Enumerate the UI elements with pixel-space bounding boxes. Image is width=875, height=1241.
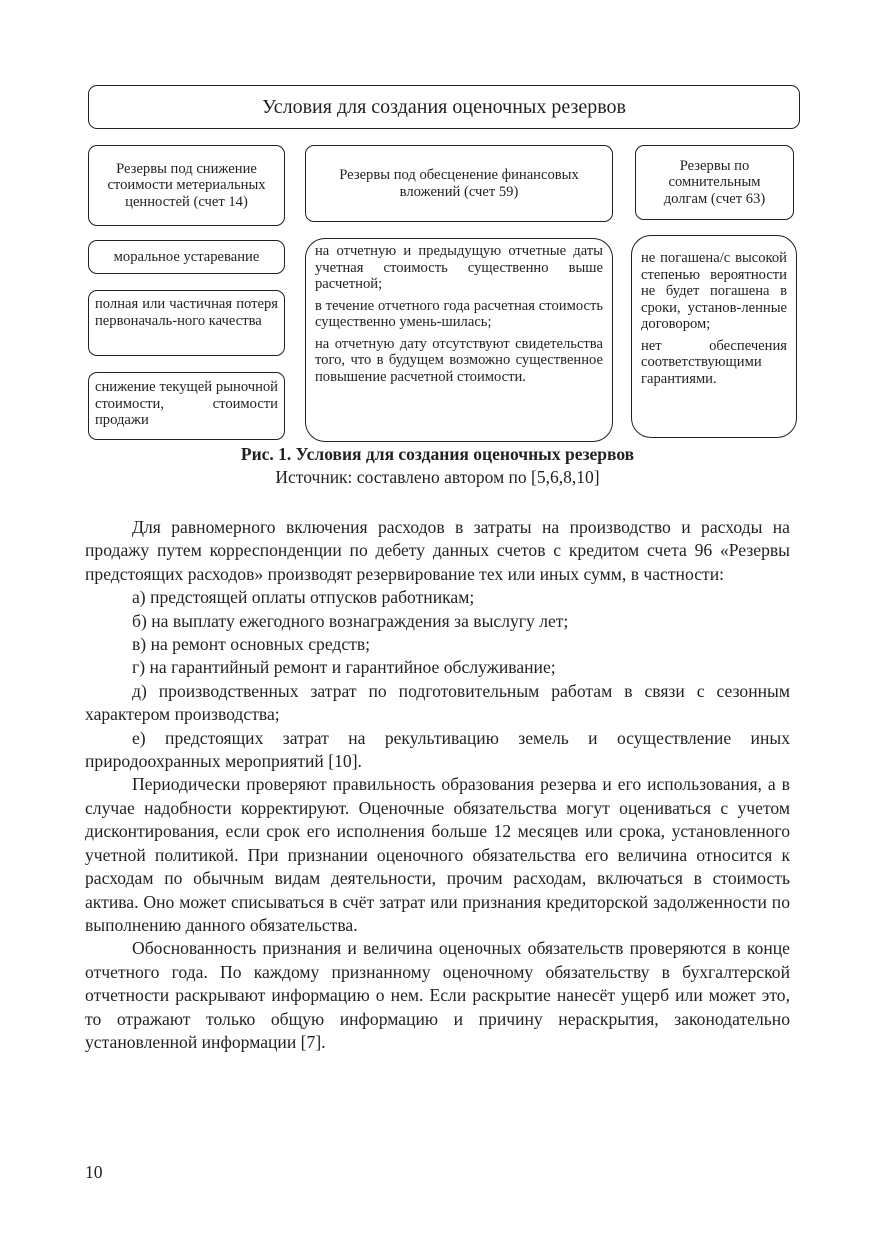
condition-item: не погашена/с высокой степенью вероятности не будет погашена в сроки, установ-ленные договором; [641,250,787,332]
figure-caption: Рис. 1. Условия для создания оценочных резервов [240,444,635,464]
paragraph: Обоснованность признания и величина оценочных обязательств проверяются в конце отчетного года. По каждому признанному оценочному обязательству в бухгалтерской отчетности раскрывают информацию о нем. Если раскрытие нанесёт ущерб или может это, то отражают только общую информацию и причину нераскрытия, законодательно установленной информации [7]. [85,938,790,1052]
figure-source: Источник: составлено автором по [5,6,8,10] [275,467,600,487]
list-item: е) предстоящих затрат на рекультивацию земель и осуществление иных природоохранных мероприятий [10]. [85,727,790,772]
list-item: д) производственных затрат по подготовительным работам в связи с сезонным характером производства; [85,680,790,725]
diagram-title: Условия для создания оценочных резервов [88,85,800,129]
list-item: в) на ремонт основных средств; [132,634,371,655]
condition-item: на отчетную дату отсутствуют свидетельства того, что в будущем возможно существенное повышение расчетной стоимости. [315,335,603,385]
condition-box-investments [305,238,613,442]
column-header-investments: Резервы под обесценение финансовых вложений (счет 59) [305,145,613,222]
condition-box-debts [631,235,797,438]
condition-box: моральное устаревание [88,240,285,274]
condition-box: полная или частичная потеря первоначаль-ного качества [88,290,285,356]
list-item: б) на выплату ежегодного вознаграждения за выслугу лет; [132,610,569,631]
paragraph: Периодически проверяют правильность образования резерва и его использования, а в случае надобности корректируют. Оценочные обязательства могут оцениваться с учетом дисконтирования, если срок его исполнения больше 12 месяцев или срока, установленного учетной политикой. При признании оценочного обязательства его величина относится к расходам по обычным видам деятельности, прочим расходам, включаться в стоимость актива. Оно может списываться в счёт затрат или признания кредиторской задолженности по выполнению данного обязательства. [85,774,790,935]
condition-item: в течение отчетного года расчетная стоимость существенно умень-шилась; [315,297,603,330]
column-header-debts: Резервы по сомнительным долгам (счет 63) [635,145,794,220]
column-header-materials: Резервы под снижение стоимости метериальных ценностей (счет 14) [88,145,285,226]
condition-box: снижение текущей рыночной стоимости, стоимости продажи [88,372,285,440]
paragraph: Для равномерного включения расходов в затраты на производство и расходы на продажу путем корреспонденции по дебету данных счетов с кредитом счета 96 «Резервы предстоящих расходов» производят резервирование тех или иных сумм, в частности: [85,517,790,584]
body-text [85,516,790,1054]
page-number: 10 [85,1162,103,1182]
condition-item: на отчетную и предыдущую отчетные даты учетная стоимость существенно выше расчетной; [315,243,603,292]
list-item: г) на гарантийный ремонт и гарантийное обслуживание; [132,657,556,678]
condition-item: нет обеспечения соответствующими гарантиями. [641,337,787,387]
list-item: а) предстоящей оплаты отпусков работникам; [132,587,475,608]
